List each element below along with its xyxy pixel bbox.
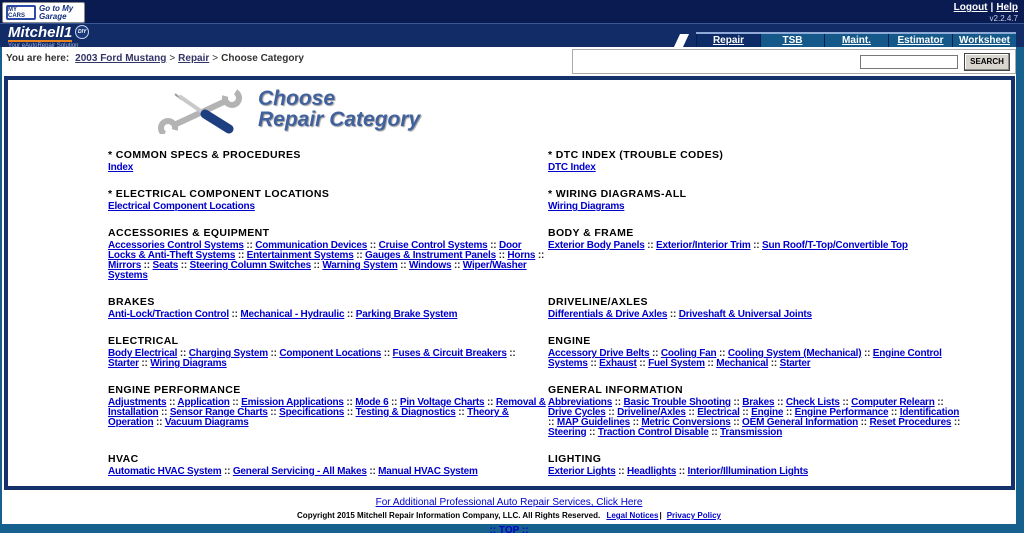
page-body (2, 47, 1016, 533)
link-separator: :: (451, 260, 463, 271)
category-section (548, 454, 964, 477)
link-separator: :: (750, 240, 762, 251)
help-link[interactable]: Help (996, 2, 1018, 13)
link-separator: :: (166, 397, 178, 408)
category-link[interactable]: Identification (899, 407, 960, 418)
link-separator: :: (739, 407, 752, 418)
category-link[interactable]: Fuses & Circuit Breakers (392, 348, 507, 359)
category-link[interactable]: Component Locations (279, 348, 382, 359)
breadcrumb-item[interactable]: Repair (178, 53, 210, 64)
category-links (108, 349, 548, 369)
category-link[interactable]: Drive Cycles (548, 407, 606, 418)
page-title-line1: Choose (258, 87, 336, 110)
category-section (108, 189, 548, 212)
category-heading: * ELECTRICAL COMPONENT LOCATIONS (108, 188, 330, 200)
link-separator: :: (730, 397, 743, 408)
category-link[interactable]: Steering Column Switches (189, 260, 311, 271)
link-separator: :: (708, 427, 721, 438)
link-separator: :: (153, 417, 165, 428)
category-link[interactable]: Windows (408, 260, 452, 271)
title-block (156, 86, 1011, 134)
link-separator: :: (839, 397, 852, 408)
top-right-links (954, 2, 1018, 23)
category-heading: ENGINE PERFORMANCE (108, 384, 241, 396)
tools-icon (156, 86, 244, 134)
breadcrumb-item: Choose Category (221, 53, 304, 64)
link-separator: :: (636, 358, 649, 369)
legal-notices-link[interactable]: Legal Notices (606, 511, 659, 520)
category-link[interactable]: Theory & Operation (108, 407, 509, 428)
category-section (548, 150, 964, 173)
link-separator: :: (310, 260, 323, 271)
category-heading: * COMMON SPECS & PROCEDURES (108, 149, 301, 161)
category-link[interactable]: Engine Performance (794, 407, 889, 418)
category-link[interactable]: General Servicing - All Makes (232, 466, 367, 477)
link-separator: :: (612, 397, 624, 408)
category-links (548, 467, 964, 477)
link-separator: :: (704, 358, 717, 369)
category-links (108, 202, 548, 212)
category-link[interactable]: Exterior Lights (548, 466, 616, 477)
category-link[interactable]: Gauges & Instrument Panels (365, 250, 496, 261)
link-separator: :: (605, 407, 618, 418)
link-separator: :: (343, 397, 356, 408)
link-separator: :: (366, 466, 379, 477)
link-separator: :: (495, 250, 508, 261)
category-heading: * DTC INDEX (TROUBLE CODES) (548, 149, 724, 161)
category-section (548, 336, 964, 369)
category-link[interactable]: Body Electrical (108, 348, 178, 359)
category-link[interactable]: Mechanical - Hydraulic (240, 309, 345, 320)
category-link[interactable]: Interior/Illumination Lights (687, 466, 809, 477)
category-link[interactable]: Mechanical (716, 358, 769, 369)
category-link[interactable]: Removal & Installation (108, 397, 546, 418)
my-cars-label: MY CARS (8, 7, 26, 19)
link-separator: :: (243, 240, 256, 251)
link-separator: :: (730, 417, 743, 428)
category-link[interactable]: Emission Applications (241, 397, 344, 408)
category-section (108, 150, 548, 173)
category-section (548, 297, 964, 320)
mitchell1-logo (8, 25, 89, 49)
category-link[interactable]: Mode 6 (355, 397, 389, 408)
link-separator: :: (535, 250, 545, 261)
link-separator: :: (267, 407, 280, 418)
category-section (548, 228, 964, 281)
link-separator: :: (388, 397, 400, 408)
category-link[interactable]: Electrical Component Locations (108, 201, 255, 212)
category-section (548, 385, 964, 438)
logout-link[interactable]: Logout (953, 2, 988, 13)
additional-services-link[interactable]: For Additional Professional Auto Repair Services, Click Here (375, 497, 643, 508)
category-link[interactable]: Testing & Diagnostics (355, 407, 456, 418)
link-separator: :: (397, 260, 409, 271)
category-section (108, 336, 548, 369)
link-separator: :: (934, 397, 944, 408)
category-section (548, 189, 964, 212)
link-separator: :: (158, 407, 170, 418)
breadcrumb-separator: > (169, 53, 176, 64)
category-link[interactable]: Exterior Body Panels (548, 240, 645, 251)
link-separator: :: (685, 407, 698, 418)
category-links (108, 241, 548, 281)
link-separator: :: (367, 240, 379, 251)
brand-tagline: Your eAutoRepair Solution (8, 43, 79, 49)
link-separator: :: (716, 348, 728, 359)
category-links (108, 467, 548, 477)
category-link[interactable]: Cooling Fan (660, 348, 717, 359)
category-link[interactable]: Brakes (742, 397, 775, 408)
category-links (548, 163, 964, 173)
link-separator: :: (344, 407, 356, 418)
link-divider: | (990, 2, 994, 13)
link-separator: :: (267, 348, 280, 359)
category-link[interactable]: Adjustments (108, 397, 167, 408)
breadcrumb-prefix: You are here: (6, 53, 70, 64)
category-link[interactable]: OEM General Information (742, 417, 859, 428)
category-link[interactable]: MAP Guidelines (556, 417, 630, 428)
category-link[interactable]: Engine Control Systems (548, 348, 942, 369)
link-separator: :: (177, 348, 189, 359)
category-heading: GENERAL INFORMATION (548, 384, 683, 396)
category-link[interactable]: Starter (779, 358, 811, 369)
category-link[interactable]: Fuel System (648, 358, 705, 369)
garage-button-label: Go to My Garage (39, 3, 74, 21)
page-title-line2: Repair Category (258, 108, 421, 131)
link-separator: :: (888, 407, 900, 418)
tab-worksheet[interactable]: Worksheet (952, 34, 1016, 47)
category-section (108, 454, 548, 477)
link-separator: :: (630, 417, 642, 428)
link-separator: :: (586, 427, 598, 438)
slash-decoration (674, 34, 689, 47)
logo-bar (0, 23, 1024, 47)
category-link[interactable]: Wiper/Washer Systems (108, 260, 527, 281)
search-panel (572, 49, 1016, 74)
link-separator: :: (235, 250, 247, 261)
category-heading: DRIVELINE/AXLES (548, 296, 648, 308)
category-heading: * WIRING DIAGRAMS-ALL (548, 188, 687, 200)
category-section (108, 228, 548, 281)
link-separator: :: (506, 348, 516, 359)
category-link[interactable]: Wiring Diagrams (150, 358, 227, 369)
link-separator: :: (138, 358, 151, 369)
link-separator: :: (644, 240, 657, 251)
category-link[interactable]: Door Locks & Anti-Theft Systems (108, 240, 522, 261)
category-link[interactable]: Check Lists (785, 397, 840, 408)
link-separator: :: (649, 348, 661, 359)
link-separator: :: (484, 397, 496, 408)
breadcrumb-item[interactable]: 2003 Ford Mustang (75, 53, 167, 64)
search-input[interactable] (860, 55, 958, 69)
privacy-policy-link[interactable]: Privacy Policy (666, 511, 721, 520)
nav-tab-strip (677, 32, 1016, 47)
search-button[interactable]: SEARCH (964, 53, 1010, 71)
main-content (4, 76, 1015, 490)
link-separator: :: (548, 417, 557, 428)
link-separator: :: (861, 348, 873, 359)
category-link[interactable]: Accessory Drive Belts (548, 348, 650, 359)
category-link[interactable]: Sensor Range Charts (169, 407, 268, 418)
category-link[interactable]: Metric Conversions (641, 417, 731, 428)
category-link[interactable]: Communication Devices (255, 240, 368, 251)
category-link[interactable]: Manual HVAC System (378, 466, 478, 477)
category-link[interactable]: DTC Index (548, 162, 596, 173)
category-link[interactable]: Warning System (322, 260, 398, 271)
category-links (548, 202, 964, 212)
category-heading: ENGINE (548, 335, 591, 347)
category-link[interactable]: Exterior/Interior Trim (656, 240, 751, 251)
category-link[interactable]: Starter (108, 358, 139, 369)
category-link[interactable]: Charging System (188, 348, 268, 359)
category-link[interactable]: Cooling System (Mechanical) (727, 348, 862, 359)
category-heading: BRAKES (108, 296, 155, 308)
category-link[interactable]: Computer Relearn (851, 397, 935, 408)
category-heading: BODY & FRAME (548, 227, 634, 239)
category-links (108, 310, 548, 320)
link-separator: :: (951, 417, 961, 428)
category-heading: LIGHTING (548, 453, 602, 465)
my-cars-plate-icon (6, 5, 36, 20)
link-separator: :: (381, 348, 393, 359)
category-link[interactable]: Index (108, 162, 134, 173)
footer-divider: | (659, 511, 662, 520)
link-separator: :: (178, 260, 190, 271)
category-link[interactable]: Basic Trouble Shooting (623, 397, 731, 408)
category-link[interactable]: Pin Voltage Charts (399, 397, 485, 408)
link-separator: :: (455, 407, 468, 418)
category-links (548, 398, 964, 438)
link-separator: :: (615, 466, 627, 477)
category-link[interactable]: Wiring Diagrams (548, 201, 625, 212)
category-link[interactable]: Abbreviations (548, 397, 613, 408)
category-link[interactable]: Headlights (627, 466, 677, 477)
tab-estimator[interactable]: Estimator (888, 34, 952, 47)
category-link[interactable]: Accessories Control Systems (108, 240, 244, 251)
category-link[interactable]: Application (177, 397, 230, 408)
breadcrumb (6, 53, 304, 64)
category-link[interactable]: Entertainment Systems (246, 250, 354, 261)
breadcrumb-search-row (2, 47, 1016, 76)
link-separator: :: (587, 358, 600, 369)
category-link[interactable]: Horns (507, 250, 536, 261)
link-separator: :: (768, 358, 780, 369)
footer (2, 490, 1016, 533)
category-link[interactable]: Engine (751, 407, 784, 418)
category-links (548, 349, 964, 369)
link-separator: :: (353, 250, 366, 261)
link-separator: :: (228, 309, 241, 320)
category-link[interactable]: Cruise Control Systems (378, 240, 488, 251)
category-link[interactable]: Electrical (697, 407, 740, 418)
category-link[interactable]: Steering (548, 427, 587, 438)
version-label: v2.2.4.7 (989, 14, 1018, 23)
nav-tabs (696, 32, 1016, 47)
category-link[interactable]: Reset Procedures (869, 417, 952, 428)
link-separator: :: (783, 407, 795, 418)
link-separator: :: (774, 397, 786, 408)
link-separator: :: (344, 309, 356, 320)
go-to-my-garage-button[interactable] (2, 2, 85, 23)
top-link[interactable]: :: TOP :: (489, 525, 529, 533)
brand-name: Mitchell1 (8, 24, 73, 41)
tab-repair[interactable]: Repair (696, 34, 760, 47)
link-separator: :: (221, 466, 233, 477)
category-link[interactable]: Driveline/Axles (617, 407, 686, 418)
page-title (258, 86, 420, 130)
category-link[interactable]: Specifications (279, 407, 345, 418)
category-links (548, 310, 964, 320)
category-links (108, 398, 548, 428)
category-link[interactable]: Differentials & Drive Axles (548, 309, 668, 320)
category-section (108, 385, 548, 438)
link-separator: :: (667, 309, 679, 320)
link-separator: :: (676, 466, 688, 477)
link-separator: :: (858, 417, 870, 428)
link-separator: :: (487, 240, 499, 251)
category-link[interactable]: Driveshaft & Universal Joints (678, 309, 812, 320)
category-link[interactable]: Traction Control Disable (597, 427, 709, 438)
category-link[interactable]: Anti-Lock/Traction Control (108, 309, 229, 320)
copyright-text: Copyright 2015 Mitchell Repair Information Company, LLC. All Rights Reserved. (297, 511, 601, 520)
tab-tsb[interactable]: TSB (760, 34, 824, 47)
category-heading: ACCESSORIES & EQUIPMENT (108, 227, 270, 239)
top-bar (0, 0, 1024, 23)
category-link[interactable]: Automatic HVAC System (108, 466, 222, 477)
category-links (108, 163, 548, 173)
diy-badge-icon: DIY (75, 25, 89, 39)
category-link[interactable]: Mirrors (108, 260, 142, 271)
tab-maint[interactable]: Maint. (824, 34, 888, 47)
category-grid (108, 150, 1011, 490)
category-section (108, 297, 548, 320)
category-link[interactable]: Parking Brake System (355, 309, 458, 320)
category-link[interactable]: Transmission (720, 427, 783, 438)
breadcrumb-separator: > (212, 53, 219, 64)
category-link[interactable]: Sun Roof/T-Top/Convertible Top (761, 240, 908, 251)
category-heading: HVAC (108, 453, 139, 465)
category-links (548, 241, 964, 251)
link-separator: :: (141, 260, 153, 271)
category-heading: ELECTRICAL (108, 335, 179, 347)
category-link[interactable]: Vacuum Diagrams (164, 417, 249, 428)
category-link[interactable]: Seats (152, 260, 179, 271)
link-separator: :: (229, 397, 242, 408)
category-link[interactable]: Exhaust (599, 358, 637, 369)
